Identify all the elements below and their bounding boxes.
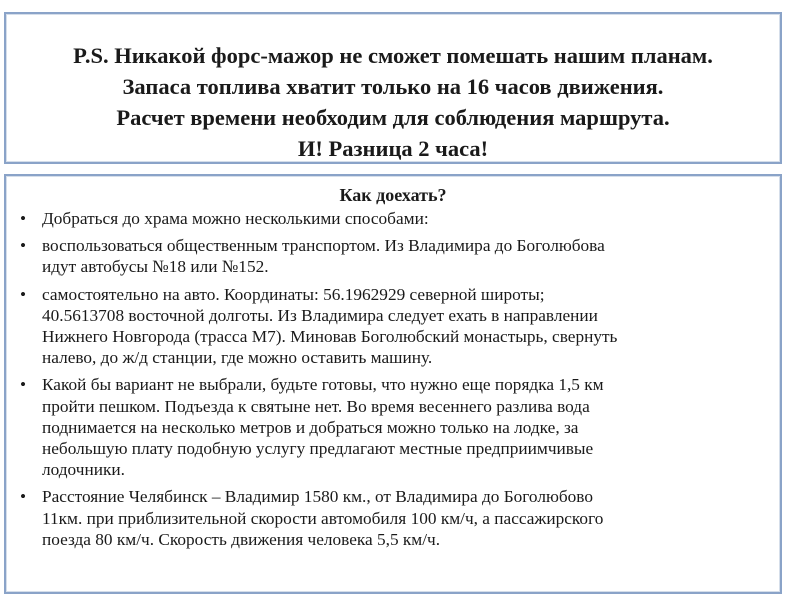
bullet-item (14, 208, 766, 229)
bullet-text: налево, до ж/д станции, где можно оставить машину. (42, 348, 433, 368)
bullet-item (14, 235, 766, 277)
bullet-icon: • (19, 375, 27, 395)
bullet-list (14, 208, 766, 556)
bullet-text: лодочники. (42, 460, 125, 480)
header-line: Запаса топлива хватит только на 16 часов движения. (122, 74, 664, 99)
header-box (4, 12, 782, 164)
header-line: И! Разница 2 часа! (297, 136, 489, 161)
bullet-icon: • (19, 487, 27, 507)
bullet-text: Нижнего Новгорода (трасса М7). Миновав Боголюбский монастырь, свернуть (42, 327, 618, 347)
bullet-item (14, 374, 766, 480)
content-box (4, 174, 782, 594)
content-title: Как доехать? (339, 185, 447, 205)
header-line: P.S. Никакой форс-мажор не сможет помешать нашим планам. (73, 43, 713, 68)
bullet-item (14, 486, 766, 550)
bullet-text: небольшую плату подобную услугу предлагают местные предприимчивые (42, 439, 594, 459)
bullet-text: Расстояние Челябинск – Владимир 1580 км., от Владимира до Боголюбово (42, 487, 593, 507)
bullet-icon: • (19, 284, 27, 304)
bullet-text: Какой бы вариант не выбрали, будьте готовы, что нужно еще порядка 1,5 км (42, 375, 604, 395)
bullet-item (14, 284, 766, 369)
bullet-text: 40.5613708 восточной долготы. Из Владимира следует ехать в направлении (42, 305, 598, 325)
header-text (6, 40, 780, 164)
bullet-text: воспользоваться общественным транспортом. Из Владимира до Боголюбова (42, 236, 605, 256)
bullet-text: поднимается на несколько метров и добраться можно только на лодке, за (42, 417, 579, 437)
bullet-icon: • (19, 209, 27, 228)
bullet-text: поезда 80 км/ч. Скорость движения человека 5,5 км/ч. (42, 529, 441, 549)
bullet-text: 11км. при приблизительной скорости автомобиля 100 км/ч, а пассажирского (42, 508, 604, 528)
bullet-text: идут автобусы №18 или №152. (42, 257, 269, 277)
header-line: Расчет времени необходим для соблюдения маршрута. (116, 105, 670, 130)
bullet-icon: • (19, 236, 27, 256)
bullet-text: пройти пешком. Подъезда к святыне нет. Во время весеннего разлива вода (42, 396, 590, 416)
bullet-text: самостоятельно на авто. Координаты: 56.1962929 северной широты; (42, 284, 545, 304)
bullet-text: Добраться до храма можно несколькими способами: (42, 209, 429, 228)
